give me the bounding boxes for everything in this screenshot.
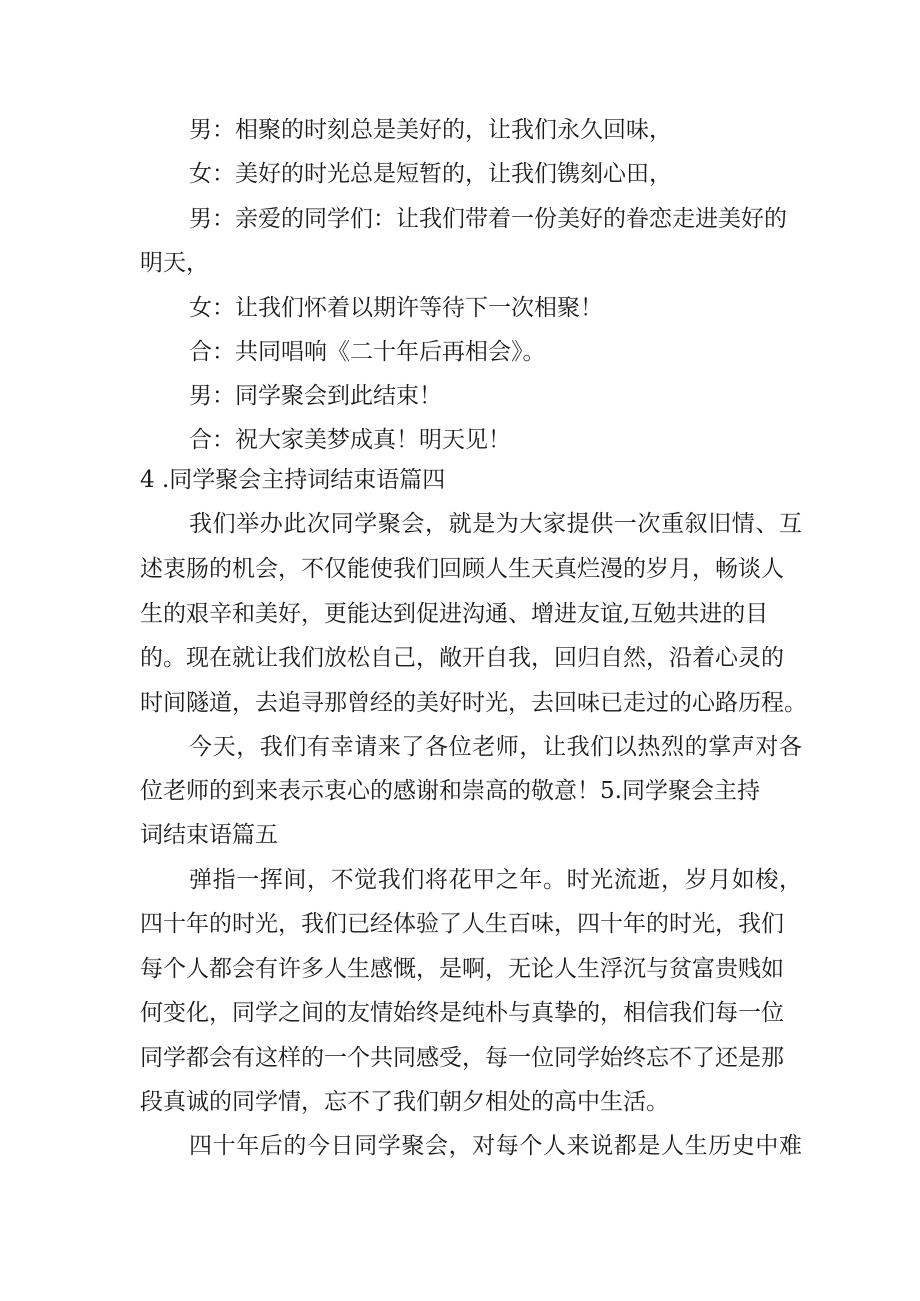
paragraph-line: 每个人都会有许多人生感慨，是啊，无论人生浮沉与贫富贵贱如 <box>140 956 784 982</box>
section-heading-5-cont: 词结束语篇五 <box>140 822 278 848</box>
paragraph-line: 位老师的到来表示衷心的感谢和崇高的敬意！5.同学聚会主持 <box>140 778 760 804</box>
paragraph-line: 今天，我们有幸请来了各位老师，让我们以热烈的掌声对各 <box>189 734 803 760</box>
paragraph-line: 段真诚的同学情，忘不了我们朝夕相处的高中生活。 <box>140 1089 669 1115</box>
paragraph-line: 何变化，同学之间的友情始终是纯朴与真挚的，相信我们每一位 <box>140 1000 784 1026</box>
dialogue-line-together-2: 合：祝大家美梦成真！明天见！ <box>189 427 511 453</box>
paragraph-line: 弹指一挥间，不觉我们将花甲之年。时光流逝，岁月如梭， <box>189 867 803 893</box>
paragraph-line: 同学都会有这样的一个共同感受，每一位同学始终忘不了还是那 <box>140 1045 784 1071</box>
dialogue-line-male-2: 男：亲爱的同学们：让我们带着一份美好的眷恋走进美好的 <box>189 206 787 232</box>
paragraph-line: 四十年的时光，我们已经体验了人生百味，四十年的时光，我们 <box>140 911 784 937</box>
dialogue-line-together-1: 合：共同唱响《二十年后再相会》。 <box>189 339 546 365</box>
paragraph-line: 生的艰辛和美好，更能达到促进沟通、增进友谊,互勉共进的目 <box>140 601 769 627</box>
dialogue-line-male-3: 男：同学聚会到此结束！ <box>189 383 442 409</box>
dialogue-line-female-1: 女：美好的时光总是短暂的，让我们镌刻心田， <box>189 161 672 187</box>
paragraph-line: 述衷肠的机会，不仅能使我们回顾人生天真烂漫的岁月，畅谈人 <box>140 556 784 582</box>
dialogue-line-female-2: 女：让我们怀着以期许等待下一次相聚！ <box>189 295 603 321</box>
paragraph-line: 的。现在就让我们放松自己，敞开自我，回归自然，沿着心灵的 <box>140 645 784 671</box>
paragraph-line: 我们举办此次同学聚会，就是为大家提供一次重叙旧情、互 <box>189 511 803 537</box>
paragraph-line: 四十年后的今日同学聚会，对每个人来说都是人生历史中难 <box>189 1133 803 1159</box>
section-heading-4: 4 .同学聚会主持词结束语篇四 <box>140 467 446 493</box>
dialogue-line-male-1: 男：相聚的时刻总是美好的，让我们永久回味， <box>189 117 672 143</box>
dialogue-line-male-2-cont: 明天， <box>140 250 209 276</box>
paragraph-line: 时间隧道，去追寻那曾经的美好时光，去回味已走过的心路历程。 <box>140 690 807 716</box>
